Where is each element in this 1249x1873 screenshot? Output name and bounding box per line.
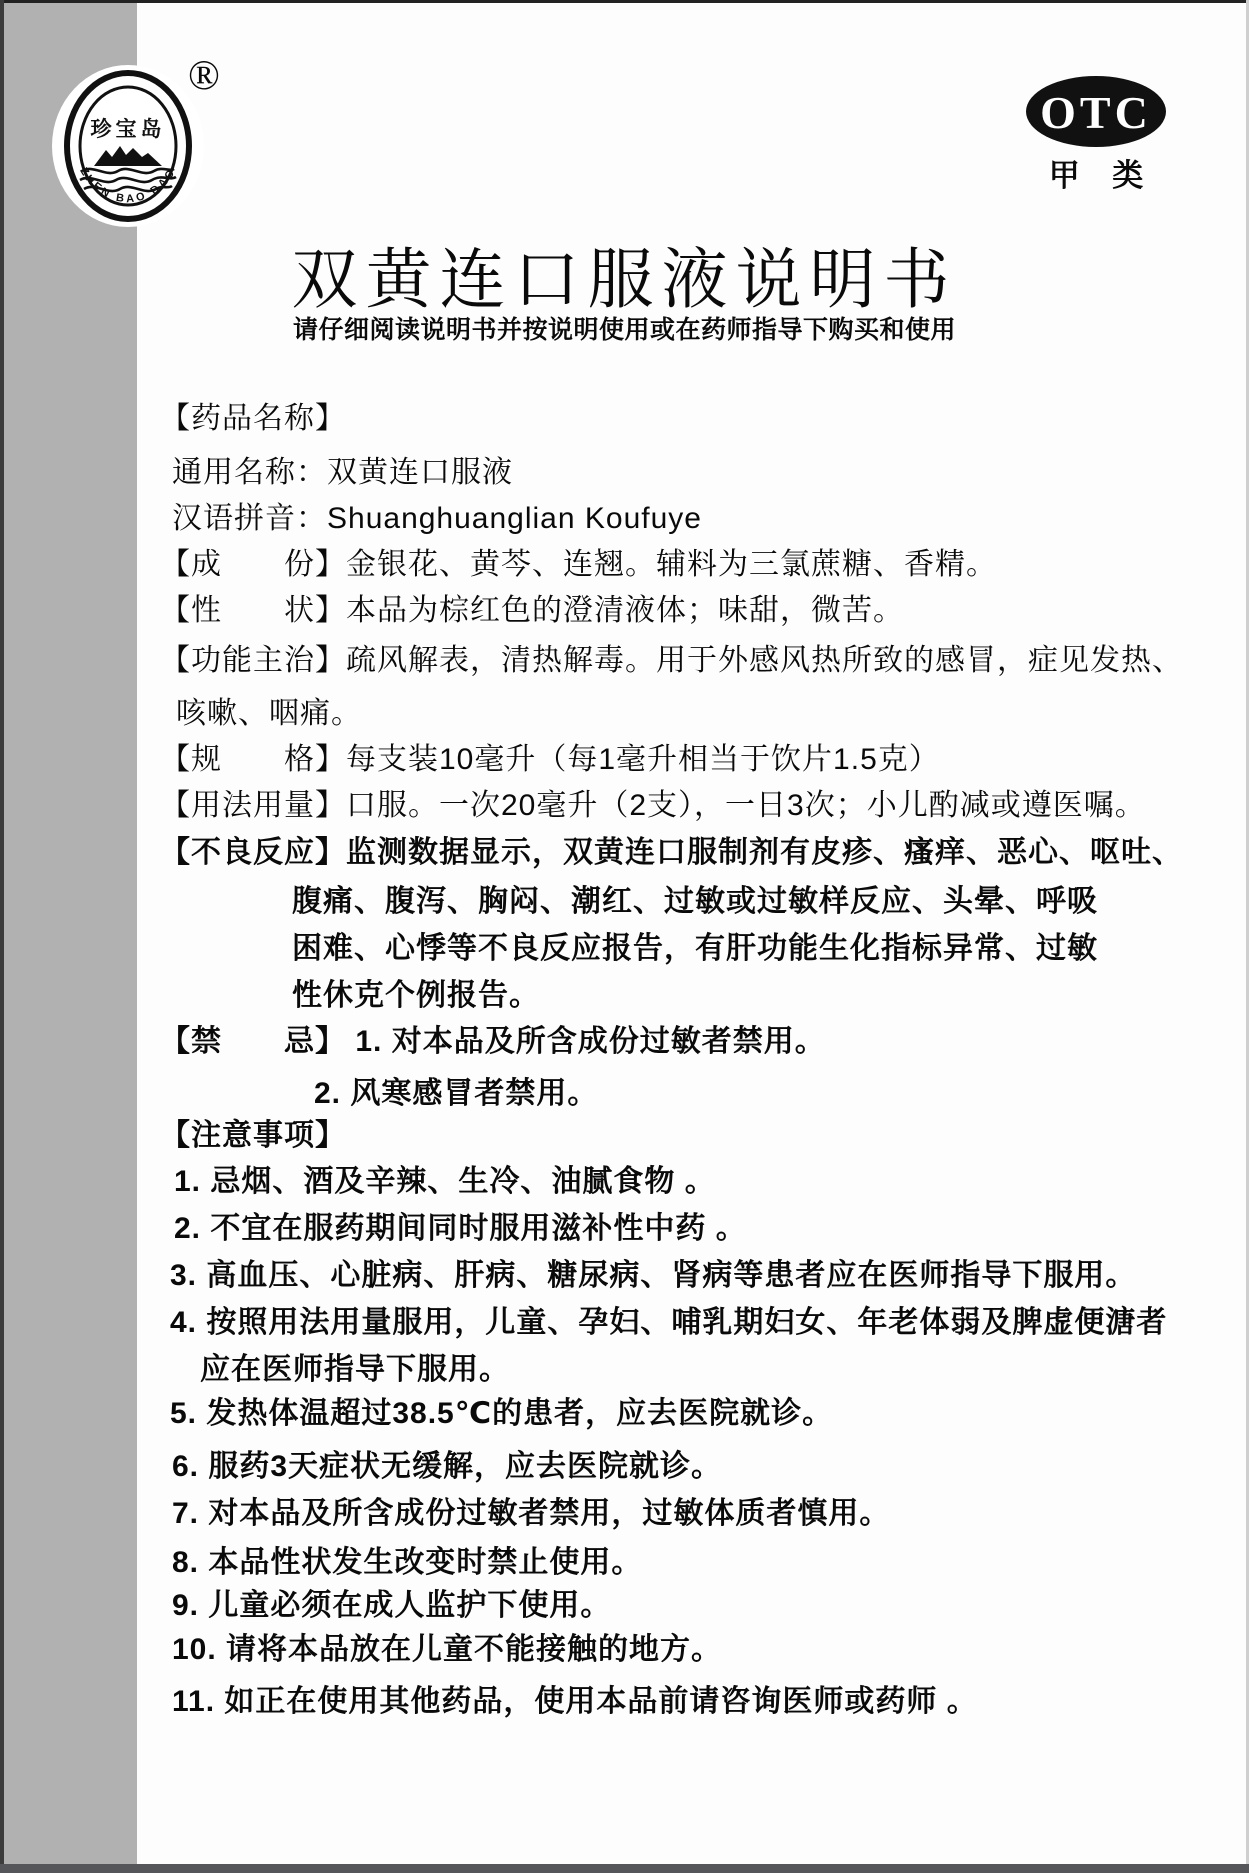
precaution-item-1: 1. 忌烟、酒及辛辣、生冷、油腻食物 。 <box>174 1165 716 1198</box>
adverse-reactions-line-1: 【不良反应】监测数据显示，双黄连口服制剂有皮疹、瘙痒、恶心、呕吐、 <box>160 836 1183 869</box>
precaution-item-3: 3. 高血压、心脏病、肝病、糖尿病、肾病等患者应在医师指导下服用。 <box>170 1259 1137 1292</box>
ingredients-line: 【成 份】金银花、黄芩、连翘。辅料为三氯蔗糖、香精。 <box>160 548 997 581</box>
drug-name-heading: 【药品名称】 <box>160 402 346 435</box>
indications-line-1: 【功能主治】疏风解表，清热解毒。用于外感风热所致的感冒，症见发热、 <box>160 644 1183 677</box>
description-line: 【性 状】本品为棕红色的澄清液体；味甜，微苦。 <box>160 594 904 627</box>
precaution-item-9: 9. 儿童必须在成人监护下使用。 <box>172 1589 612 1622</box>
page-top-border <box>0 0 1249 3</box>
otc-badge: OTC <box>1026 76 1166 147</box>
precaution-item-6: 6. 服药3天症状无缓解，应去医院就诊。 <box>172 1450 723 1483</box>
precaution-item-7: 7. 对本品及所含成份过敏者禁用，过敏体质者慎用。 <box>172 1497 891 1530</box>
logo-ring-text: ZHEN BAO DAO <box>77 165 179 206</box>
generic-name-line: 通用名称：双黄连口服液 <box>172 456 513 489</box>
precaution-item-5: 5. 发热体温超过38.5℃的患者，应去医院就诊。 <box>170 1397 834 1430</box>
precaution-item-4-wrap: 应在医师指导下服用。 <box>200 1353 510 1386</box>
dosage-line: 【用法用量】口服。一次20毫升（2支），一日3次；小儿酌减或遵医嘱。 <box>160 789 1146 822</box>
contraindications-line-1: 【禁 忌】 1. 对本品及所含成份过敏者禁用。 <box>160 1025 826 1058</box>
brand-logo <box>52 62 207 227</box>
indications-line-2: 咳嗽、咽痛。 <box>176 697 362 730</box>
precaution-item-11: 11. 如正在使用其他药品，使用本品前请咨询医师或药师 。 <box>172 1685 978 1718</box>
adverse-reactions-line-4: 性休克个例报告。 <box>292 979 540 1012</box>
zhenbaodao-logo-icon <box>52 62 207 227</box>
precaution-item-8: 8. 本品性状发生改变时禁止使用。 <box>172 1546 643 1579</box>
adverse-reactions-line-2: 腹痛、腹泻、胸闷、潮红、过敏或过敏样反应、头晕、呼吸 <box>292 885 1098 918</box>
otc-class-label: 甲 类 <box>1048 158 1156 193</box>
logo-name-text: 珍宝岛 <box>90 118 166 141</box>
precautions-heading: 【注意事项】 <box>160 1119 346 1152</box>
page-bottom-band <box>0 1864 1249 1873</box>
specification-line: 【规 格】每支装10毫升（每1毫升相当于饮片1.5克） <box>160 743 940 776</box>
precaution-item-4: 4. 按照用法用量服用，儿童、孕妇、哺乳期妇女、年老体弱及脾虚便溏者 <box>170 1306 1168 1339</box>
page-title: 双黄连口服液说明书 <box>291 244 958 317</box>
registered-trademark-symbol: ® <box>188 53 220 99</box>
pinyin-line: 汉语拼音：Shuanghuanglian Koufuye <box>172 502 702 535</box>
contraindications-line-2: 2. 风寒感冒者禁用。 <box>314 1077 599 1110</box>
adverse-reactions-line-3: 困难、心悸等不良反应报告，有肝功能生化指标异常、过敏 <box>292 932 1098 965</box>
precaution-item-10: 10. 请将本品放在儿童不能接触的地方。 <box>172 1633 723 1666</box>
precaution-item-2: 2. 不宜在服药期间同时服用滋补性中药 。 <box>174 1212 747 1245</box>
page-subtitle: 请仔细阅读说明书并按说明使用或在药师指导下购买和使用 <box>292 316 956 344</box>
